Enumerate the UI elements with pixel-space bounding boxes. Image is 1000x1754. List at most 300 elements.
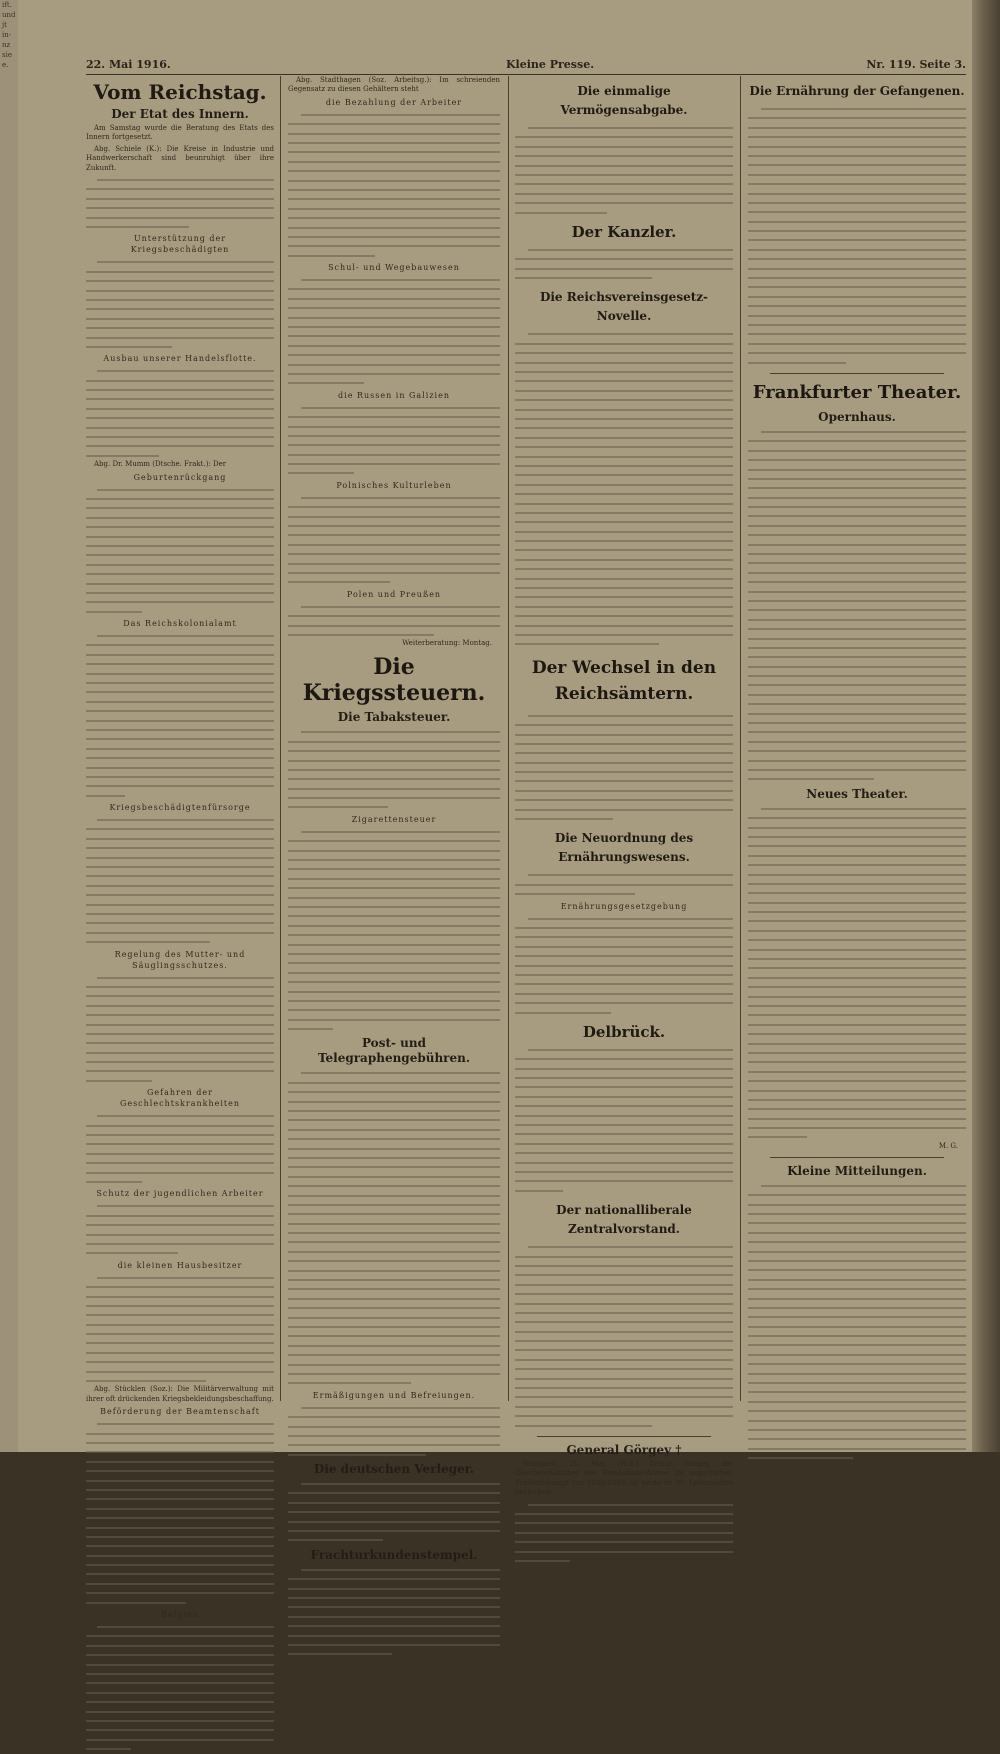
text-line <box>86 1707 274 1716</box>
text-line <box>515 339 733 348</box>
text-line <box>86 503 274 512</box>
illegible-text-block <box>86 1111 274 1186</box>
article-title: Der nationalliberale Zentralvorstand. <box>556 1203 692 1237</box>
text-line <box>515 602 733 611</box>
article-title: Die Reichsvereinsgesetz-Novelle. <box>539 290 709 324</box>
text-line <box>748 774 966 783</box>
text-line <box>515 1082 733 1091</box>
text-line <box>288 241 500 250</box>
text-line <box>748 963 966 972</box>
illegible-text-block <box>515 711 733 824</box>
text-line <box>288 1450 500 1459</box>
text-line <box>748 1086 966 1095</box>
text-line <box>515 1242 733 1251</box>
text-line <box>86 175 274 184</box>
illegible-text-block <box>515 245 733 283</box>
text-line <box>288 1322 500 1331</box>
text-line <box>515 880 733 889</box>
illegible-text-block <box>515 1242 733 1430</box>
text-line <box>288 284 500 293</box>
text-line <box>748 104 966 113</box>
text-line <box>86 1541 274 1550</box>
illegible-text-block <box>748 427 966 784</box>
text-line <box>288 166 500 175</box>
text-line <box>748 358 966 367</box>
text-line <box>748 1350 966 1359</box>
illegible-text-block <box>515 1045 733 1195</box>
text-line <box>86 569 274 578</box>
text-line <box>748 813 966 822</box>
text-line <box>288 559 500 568</box>
text-line <box>86 1301 274 1310</box>
text-line <box>515 1509 733 1518</box>
text-line <box>515 1355 733 1364</box>
text-line <box>515 711 733 720</box>
text-line <box>515 142 733 151</box>
text-line <box>288 1115 500 1124</box>
text-line <box>86 579 274 588</box>
text-line <box>86 1697 274 1706</box>
text-line <box>515 536 733 545</box>
text-line <box>515 405 733 414</box>
article-text: Budapest, 21. Mai. (W.B.) Arthur Görgey, der Oberbefehlshaber der Revolutions-Armee im ungarischen Freiheitskampf von 1848/1849, ist heute im 99. Lebensjahre gestorben. <box>515 1459 733 1497</box>
text-line <box>288 331 500 340</box>
text-line <box>748 643 966 652</box>
column-4 <box>748 76 966 1396</box>
text-line <box>86 1048 274 1057</box>
text-line <box>86 1348 274 1357</box>
column-1 <box>86 76 274 1620</box>
text-line <box>288 1517 500 1526</box>
text-line <box>288 774 500 783</box>
text-line <box>288 630 500 639</box>
text-line <box>288 968 500 977</box>
text-line <box>288 602 500 611</box>
text-line <box>288 1256 500 1265</box>
text-line <box>86 744 274 753</box>
text-line <box>748 170 966 179</box>
text-line <box>515 583 733 592</box>
text-line <box>86 1725 274 1734</box>
text-line <box>288 1024 500 1033</box>
text-line <box>86 900 274 909</box>
text-line <box>748 493 966 502</box>
text-line <box>748 348 966 357</box>
text-line <box>748 1387 966 1396</box>
text-line <box>86 1239 274 1248</box>
text-line <box>748 841 966 850</box>
article-title: Delbrück. <box>582 1022 666 1041</box>
text-line <box>86 678 274 687</box>
text-line <box>515 592 733 601</box>
text-line <box>86 1168 274 1177</box>
text-line <box>86 513 274 522</box>
text-line <box>515 1528 733 1537</box>
article-title: Frankfurter Theater. <box>752 381 962 403</box>
text-line <box>515 1054 733 1063</box>
text-line <box>748 804 966 813</box>
text-line <box>86 687 274 696</box>
text-line <box>86 404 274 413</box>
text-line <box>86 781 274 790</box>
text-line <box>515 914 733 923</box>
illegible-text-block <box>86 1201 274 1257</box>
text-line <box>515 1186 733 1195</box>
text-line <box>748 823 966 832</box>
text-line <box>748 699 966 708</box>
text-line <box>515 1111 733 1120</box>
text-line <box>515 611 733 620</box>
author-initials: M. G. <box>938 1141 958 1150</box>
text-line <box>288 521 500 530</box>
text-line <box>515 1167 733 1176</box>
illegible-text-block <box>288 1565 500 1659</box>
text-line <box>288 1488 500 1497</box>
text-line <box>515 1537 733 1546</box>
text-line <box>288 1247 500 1256</box>
text-line <box>748 992 966 1001</box>
text-line <box>86 522 274 531</box>
text-line <box>515 452 733 461</box>
text-line <box>748 521 966 530</box>
text-line <box>86 772 274 781</box>
text-line <box>748 1265 966 1274</box>
text-line <box>748 245 966 254</box>
text-line <box>288 223 500 232</box>
section-head: Schul- und Wegebauwesen <box>328 263 460 273</box>
text-line <box>86 1688 274 1697</box>
text-line <box>86 1357 274 1366</box>
text-line <box>86 725 274 734</box>
text-line <box>515 1129 733 1138</box>
text-line <box>288 746 500 755</box>
illegible-text-block <box>288 110 500 260</box>
text-line <box>86 1660 274 1669</box>
text-line <box>86 1001 274 1010</box>
text-line <box>515 489 733 498</box>
text-line <box>86 441 274 450</box>
text-line <box>86 423 274 432</box>
text-line <box>288 977 500 986</box>
illegible-text-block <box>288 1068 500 1387</box>
article-title: Die Kriegssteuern. <box>302 654 486 707</box>
text-line <box>288 1331 500 1340</box>
text-line <box>748 1425 966 1434</box>
text-line <box>515 1158 733 1167</box>
text-line <box>86 650 274 659</box>
closing-note: Weiterberatung: Montag. <box>402 639 492 648</box>
text-line <box>86 1320 274 1329</box>
text-line <box>748 474 966 483</box>
text-line <box>288 1294 500 1303</box>
text-line <box>86 314 274 323</box>
text-line <box>288 1631 500 1640</box>
text-line <box>86 1130 274 1139</box>
text-line <box>748 577 966 586</box>
text-line <box>288 194 500 203</box>
header-paper-name: Kleine Presse. <box>506 58 595 71</box>
text-line <box>515 1402 733 1411</box>
article-title: Die Ernährung der Gefangenen. <box>749 84 965 98</box>
article-text: Abg. Schiele (K.): Die Kreise in Industrie und Handwerkerschaft sind beunruhigt über ihre Zukunft. <box>86 144 274 172</box>
text-line <box>288 911 500 920</box>
illegible-text-block <box>86 973 274 1086</box>
text-line <box>288 185 500 194</box>
illegible-text-block <box>288 1403 500 1459</box>
text-line <box>288 275 500 284</box>
text-line <box>748 1010 966 1019</box>
text-line <box>86 1010 274 1019</box>
text-line <box>515 527 733 536</box>
text-line <box>86 366 274 375</box>
text-line <box>288 1403 500 1412</box>
text-line <box>288 468 500 477</box>
text-line <box>748 765 966 774</box>
illegible-text-block <box>288 493 500 587</box>
text-line <box>288 902 500 911</box>
section-head: Geburtenrückgang <box>133 472 227 482</box>
text-line <box>86 286 274 295</box>
text-line <box>748 1453 966 1462</box>
text-line <box>515 1547 733 1556</box>
text-line <box>515 499 733 508</box>
text-line <box>86 532 274 541</box>
text-line <box>86 1149 274 1158</box>
text-line <box>86 918 274 927</box>
text-line <box>86 1716 274 1725</box>
page-header <box>86 58 966 75</box>
text-line <box>288 727 500 736</box>
text-line <box>288 1479 500 1488</box>
text-line <box>515 480 733 489</box>
text-line <box>288 110 500 119</box>
text-line <box>288 1350 500 1359</box>
text-line <box>86 1038 274 1047</box>
text-line <box>515 517 733 526</box>
article-title: Der Wechsel in den Reichsämtern. <box>531 657 717 704</box>
text-line <box>288 1602 500 1611</box>
text-line <box>515 776 733 785</box>
section-head: die Russen in Galizien <box>338 390 450 400</box>
text-line <box>748 1181 966 1190</box>
section-head: Regelung des Mutter- und Säuglingsschutzes. <box>114 949 246 970</box>
text-line <box>86 890 274 899</box>
text-line <box>515 245 733 254</box>
text-line <box>748 1001 966 1010</box>
text-line <box>288 855 500 864</box>
article-title: Vom Reichstag. <box>93 80 267 104</box>
text-line <box>748 680 966 689</box>
section-head: Unterstützung der Kriegsbeschädigten <box>130 234 230 255</box>
text-line <box>748 727 966 736</box>
text-line <box>515 1120 733 1129</box>
text-line <box>288 213 500 222</box>
text-line <box>288 369 500 378</box>
article-title: Der Kanzler. <box>571 222 677 241</box>
text-line <box>288 313 500 322</box>
text-line <box>515 1317 733 1326</box>
text-line <box>86 1177 274 1186</box>
text-line <box>86 753 274 762</box>
text-line <box>86 1020 274 1029</box>
text-line <box>748 320 966 329</box>
text-line <box>748 1209 966 1218</box>
text-line <box>288 1313 500 1322</box>
text-line <box>86 541 274 550</box>
text-line <box>515 923 733 932</box>
text-line <box>748 1237 966 1246</box>
text-line <box>748 1340 966 1349</box>
text-line <box>86 194 274 203</box>
text-line <box>515 870 733 879</box>
text-line <box>748 1057 966 1066</box>
article-text: Am Samstag wurde die Beratung des Etats des Innern fortgesetzt. <box>86 124 274 142</box>
text-line <box>748 1095 966 1104</box>
text-line <box>86 1029 274 1038</box>
text-line <box>86 1569 274 1578</box>
text-line <box>748 301 966 310</box>
text-line <box>515 1261 733 1270</box>
text-line <box>748 737 966 746</box>
text-line <box>86 1419 274 1428</box>
text-line <box>86 1211 274 1220</box>
text-line <box>288 459 500 468</box>
text-line <box>86 607 274 616</box>
column-3 <box>515 76 733 1497</box>
divider <box>770 373 944 374</box>
text-line <box>748 973 966 982</box>
text-line <box>86 791 274 800</box>
text-line <box>288 846 500 855</box>
illegible-text-block <box>288 602 500 640</box>
text-line <box>515 795 733 804</box>
text-line <box>86 982 274 991</box>
text-line <box>515 1176 733 1185</box>
illegible-text-block <box>748 104 966 367</box>
text-line <box>86 1139 274 1148</box>
article-subtitle: Post- und Telegraphengebühren. <box>317 1036 471 1066</box>
text-line <box>515 461 733 470</box>
text-line <box>86 1429 274 1438</box>
text-line <box>748 132 966 141</box>
text-line <box>288 1422 500 1431</box>
text-line <box>288 502 500 511</box>
text-line <box>748 709 966 718</box>
illegible-text-block <box>86 631 274 800</box>
text-line <box>515 639 733 648</box>
article-subtitle: Der Etat des Innern. <box>111 107 249 121</box>
column-rule <box>280 76 281 1401</box>
text-line <box>515 1045 733 1054</box>
text-line <box>288 251 500 260</box>
text-line <box>288 1153 500 1162</box>
text-line <box>515 564 733 573</box>
text-line <box>288 1015 500 1024</box>
text-line <box>748 142 966 151</box>
text-line <box>86 1504 274 1513</box>
illegible-text-block <box>515 1500 733 1566</box>
text-line <box>86 1678 274 1687</box>
text-line <box>86 376 274 385</box>
text-line <box>288 1005 500 1014</box>
text-line <box>288 1209 500 1218</box>
text-line <box>748 1123 966 1132</box>
text-line <box>515 889 733 898</box>
text-line <box>288 147 500 156</box>
text-line <box>515 170 733 179</box>
text-line <box>288 793 500 802</box>
text-line <box>86 184 274 193</box>
text-line <box>515 998 733 1007</box>
text-line <box>288 204 500 213</box>
text-line <box>288 138 500 147</box>
text-line <box>748 1256 966 1265</box>
text-line <box>748 652 966 661</box>
text-line <box>86 1076 274 1085</box>
text-line <box>288 1593 500 1602</box>
text-line <box>288 1181 500 1190</box>
article-subtitle: Die Tabaksteuer. <box>337 710 451 725</box>
text-line <box>515 198 733 207</box>
text-line <box>748 151 966 160</box>
text-line <box>515 1308 733 1317</box>
text-line <box>748 1444 966 1453</box>
text-line <box>86 1310 274 1319</box>
text-line <box>86 1588 274 1597</box>
text-line <box>288 1087 500 1096</box>
text-line <box>288 827 500 836</box>
text-line <box>748 615 966 624</box>
text-line <box>288 1341 500 1350</box>
text-line <box>748 558 966 567</box>
text-line <box>86 1273 274 1282</box>
text-line <box>515 433 733 442</box>
text-line <box>288 1565 500 1574</box>
text-line <box>86 881 274 890</box>
text-line <box>515 942 733 951</box>
text-line <box>748 832 966 841</box>
article-subtitle: Opernhaus. <box>818 409 896 424</box>
text-line <box>515 1345 733 1354</box>
text-line <box>515 423 733 432</box>
text-line <box>86 413 274 422</box>
illegible-text-block <box>288 275 500 388</box>
text-line <box>86 560 274 569</box>
text-line <box>748 671 966 680</box>
text-line <box>86 342 274 351</box>
text-line <box>86 1523 274 1532</box>
text-line <box>86 1485 274 1494</box>
text-line <box>748 1378 966 1387</box>
section-head: Ausbau unserer Handelsflotte. <box>103 354 257 364</box>
illegible-text-block <box>748 804 966 1142</box>
text-line <box>748 1076 966 1085</box>
text-line <box>288 431 500 440</box>
text-line <box>748 746 966 755</box>
text-line <box>748 226 966 235</box>
text-line <box>515 630 733 639</box>
text-line <box>86 1111 274 1120</box>
text-line <box>748 1029 966 1038</box>
text-line <box>748 446 966 455</box>
text-line <box>748 198 966 207</box>
text-line <box>288 958 500 967</box>
text-line <box>515 621 733 630</box>
text-line <box>515 348 733 357</box>
text-line <box>515 329 733 338</box>
article-text: Abg. Stadthagen (Soz. Arbeitsg.): Im schreienden Gegensatz zu diesen Gehältern steht <box>288 76 500 94</box>
article-text: Abg. Stücklen (Soz.): Die Militärverwaltung mit ihrer oft drückenden Kriegsbekleidungsbeschaffung. <box>86 1385 274 1403</box>
